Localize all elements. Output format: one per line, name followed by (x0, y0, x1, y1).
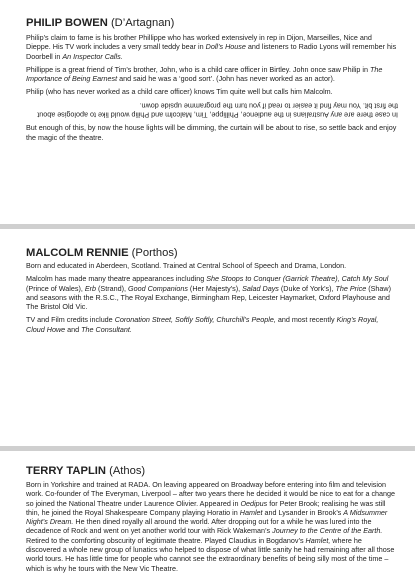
character-role: (D’Artagnan) (110, 17, 175, 29)
text-run: for Peter Brook; realising he was still thin, he joined the Royal Shakespeare Company playing Horatio in (26, 498, 386, 517)
actor-name: TERRY TAPLIN (26, 465, 106, 477)
text-run: Retired to the comforting obscurity of legitimate theatre. Played Claudius in Bogdanov’s (26, 535, 306, 545)
italic-title: Hamlet (239, 507, 263, 517)
italic-title: King’s Royal, Cloud Howe (26, 315, 379, 334)
bio-body (26, 33, 398, 146)
text-run: and listeners to Radio Lyons will remember his Doorbell in (26, 42, 397, 61)
text-run: where he discovered a whole new group of lunatics who helped to dispose of what little sanity he had remaining after all those world tours. He has little time for people who cannot see the extraordinary benefits of being silly most of the time – which is why he tours with the New Vic Theatre. (26, 535, 395, 573)
bio-paragraph (26, 480, 398, 573)
text-run: He then dined royally all around the world. After dropping out for a while he was lured into the decadence of Rock and went on yet another world tour with Rick Wakeman’s (26, 517, 372, 536)
italic-title: Salad Days (242, 283, 279, 293)
text-run: (Prince of Wales), (26, 283, 85, 293)
italic-title: Journey to the Centre of the Earth. (272, 526, 383, 536)
bio-paragraph (26, 87, 398, 96)
italic-title: Coronation Street, Softly Softly, Churchill’s People, (114, 315, 276, 325)
text-run: (Shaw) and seasons with the R.S.C., The Royal Exchange, Birmingham Rep, Leicester Haymarket, Oxford Playhouse and The Bristol Old Vic. (26, 283, 392, 312)
text-run: Phillippe is a great friend of Tim’s brother, John, who is a child care officer in Birtley. John once saw Philip in (26, 64, 370, 74)
text-run: Philip (who has never worked as a child care officer) knows Tim quite well but calls him Malcolm. (26, 87, 333, 97)
bio-paragraph (26, 33, 398, 61)
italic-title: The Consultant. (81, 324, 132, 334)
section-philip-bowen (0, 0, 415, 224)
text-run: (Strand), (96, 283, 128, 293)
character-role: (Athos) (109, 465, 146, 477)
actor-name: MALCOLM RENNIE (26, 247, 129, 259)
bio-paragraph (26, 65, 398, 84)
bio-heading (26, 16, 174, 30)
italic-title: Good Companions (128, 283, 188, 293)
section-divider (0, 446, 415, 451)
bio-paragraph (26, 123, 398, 142)
text-run: Born and educated in Aberdeen, Scotland. Trained at Central School of Speech and Drama, London. (26, 261, 347, 270)
text-run: TV and Film credits include (26, 315, 115, 325)
text-run: Philip’s claim to fame is his brother Phillippe who has worked extensively in rep in Dijon, Marseilles, Nice and Dieppe. His TV work includes a very small teddy bear in (26, 33, 372, 52)
text-run: (Her Majesty’s), (187, 283, 243, 293)
section-malcolm-rennie (0, 229, 415, 446)
actor-name: PHILIP BOWEN (26, 17, 108, 29)
section-terry-taplin (0, 452, 415, 574)
italic-title: Hamlet, (305, 535, 331, 545)
bio-body (26, 261, 398, 338)
italic-title: Oedipus (240, 498, 268, 508)
bio-paragraph (26, 274, 398, 311)
italic-title: An Inspector Calls. (62, 51, 123, 61)
text-run: and most recently (275, 315, 337, 325)
bio-heading (26, 464, 145, 478)
text-run: But enough of this, by now the house lights will be dimming, the curtain will be about to rise, so settle back and enjoy the magic of the theatre. (26, 123, 397, 142)
text-run: (Duke of York’s), (278, 283, 336, 293)
italic-title: The Price (335, 283, 367, 293)
italic-title: The Importance of Being Earnest (26, 64, 383, 84)
bio-heading (26, 246, 178, 260)
bio-paragraph (26, 315, 398, 334)
bio-body (26, 480, 398, 577)
character-role: (Porthos) (131, 247, 178, 259)
upside-down-paragraph (26, 101, 398, 120)
text-run: and (65, 324, 82, 334)
text-run: Born in Yorkshire and trained at RADA. On leaving appeared on Broadway before entering into film and television work. Co-founder of The Everyman, Liverpool – after two years there he decided it would be nice to eat for a change so joined the National Theatre under Laurence Olivier. Appeared in (26, 480, 396, 508)
italic-title: Erb (84, 283, 97, 293)
italic-title: Doll’s House (205, 42, 246, 52)
bio-paragraph (26, 261, 398, 270)
text-run: In case there are any Australians in the audience, Phillippe, Tim, Malcolm and Philip would like to apologise about the first bit. You may find it easier to read if you turn the programme upside down. (37, 101, 398, 120)
text-run: and Lysander in Brook’s (262, 507, 344, 517)
text-run: Malcolm has made many theatre appearances including (26, 274, 207, 284)
italic-title: A Midsummer Night’s Dream. (26, 507, 388, 527)
italic-title: She Stoops to Conquer (Garrick Theatre), Catch My Soul (206, 274, 389, 284)
text-run: and said he was a ‘good sort’. (John has never worked as an actor). (117, 74, 335, 84)
